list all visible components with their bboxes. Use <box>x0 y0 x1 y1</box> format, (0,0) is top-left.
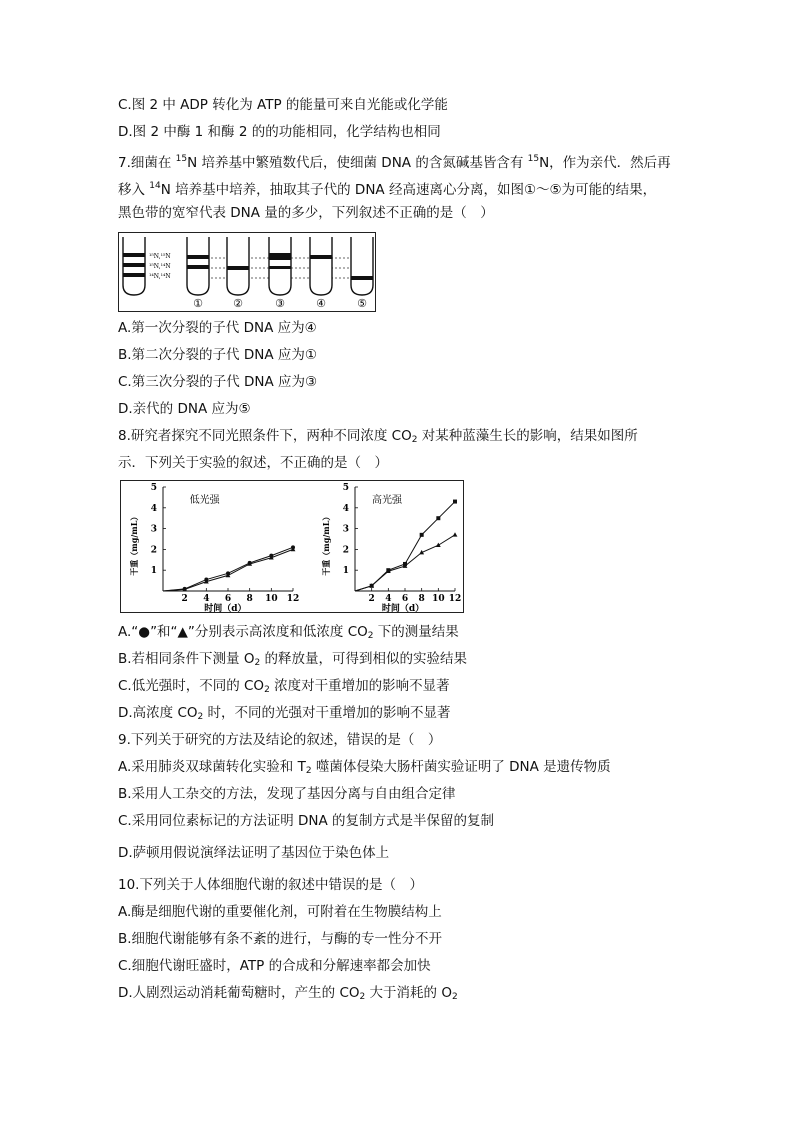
chart1-series-1-line <box>163 547 293 591</box>
q8-stem-line2: 示．下列关于实验的叙述，不正确的是（ ） <box>118 455 388 471</box>
chart2-x-tick-label: 6 <box>401 594 409 604</box>
chart2-x-axis-label: 时间（d） <box>381 604 425 612</box>
q8-option-b: B.若相同条件下测量 $O_2$ 的释放量，可得到相似的实验结果 <box>118 651 468 668</box>
chart1-x-tick-label: 2 <box>181 594 188 604</box>
chart2-x-tick-label: 4 <box>385 594 392 604</box>
band-label-1: ¹⁵N,¹⁵N <box>149 253 171 260</box>
centrifuge-tubes-svg <box>119 233 375 311</box>
chart1-x-tick-label: 12 <box>286 594 300 604</box>
q10-option-b: B.细胞代谢能够有条不紊的进行，与酶的专一性分不开 <box>118 931 443 947</box>
q9-option-c: C.采用同位素标记的方法证明 DNA 的复制方式是半保留的复制 <box>118 813 495 829</box>
q7-stem-line2: 移入 $^{14}$N 培养基中培养，抽取其子代的 DNA 经高速离心分离，如图①～⑤为可能的结果， <box>118 181 657 198</box>
chart1-x-tick-label: 8 <box>246 594 253 604</box>
chart2-y-tick-label: 1 <box>342 566 349 577</box>
q9-option-d: D.萨顿用假说演绎法证明了基因位于染色体上 <box>118 845 390 861</box>
chart1-x-tick-label: 6 <box>224 594 232 604</box>
q8-option-a: A.“●”和“▲”分别表示高浓度和低浓度 $CO_2$ 下的测量结果 <box>118 624 459 641</box>
tube-label-4: ④ <box>316 297 326 310</box>
chart1-x-axis-label: 时间（d） <box>204 604 247 612</box>
q7-stem-line1: 7.细菌在 $^{15}$N 培养基中繁殖数代后，使细菌 DNA 的含氮碱基皆含有 $^{15}$N，作为亲代．然后再 <box>118 154 671 171</box>
q7-option-d: D.亲代的 DNA 应为⑤ <box>118 401 251 417</box>
q7-centrifuge-figure <box>118 232 376 312</box>
chart2-series-2-point <box>453 532 458 536</box>
chart2-series-1-point <box>453 500 457 504</box>
chart2-x-tick-label: 8 <box>418 594 425 604</box>
chart2-title: 高光强 <box>372 495 402 506</box>
tube-4 <box>310 237 332 295</box>
chart2-series-2-point <box>436 543 441 547</box>
chart2-series-1-point <box>420 533 424 537</box>
chart1-y-tick-label: 2 <box>150 545 157 556</box>
chart1-x-tick-label: 10 <box>265 594 278 604</box>
q7-option-b: B.第二次分裂的子代 DNA 应为① <box>118 347 317 363</box>
chart2-y-axis-label: 干重（mg/mL） <box>321 512 331 576</box>
tube-label-3: ③ <box>275 297 285 310</box>
chart1-y-axis-label: 干重（mg/mL） <box>129 512 139 576</box>
tube-1 <box>187 237 209 295</box>
tube-label-2: ② <box>233 297 243 310</box>
q8-option-d: D.高浓度 $CO_2$ 时，不同的光强对干重增加的影响不显著 <box>118 705 451 722</box>
chart2-x-tick-label: 10 <box>432 594 445 604</box>
tube-5 <box>351 237 373 295</box>
chart2-series-1-point <box>436 516 440 520</box>
growth-charts-svg <box>121 481 463 612</box>
q8-charts-figure <box>120 480 464 613</box>
chart2-x-tick-label: 12 <box>448 594 462 604</box>
q6-option-d: D.图 2 中酶 1 和酶 2 的的功能相同，化学结构也相同 <box>118 124 441 140</box>
band-label-2: ¹⁵N,¹⁴N <box>149 263 171 270</box>
q9-option-a: A.采用肺炎双球菌转化实验和 $T_2$ 噬菌体侵染大肠杆菌实验证明了 DNA 是遗传物质 <box>118 759 611 776</box>
chart1-y-tick-label: 4 <box>150 503 157 514</box>
chart2-x-tick-label: 2 <box>368 594 375 604</box>
q9-stem: 9.下列关于研究的方法及结论的叙述，错误的是（ ） <box>118 732 442 748</box>
q7-option-a: A.第一次分裂的子代 DNA 应为④ <box>118 320 317 336</box>
q8-stem-line1: 8.研究者探究不同光照条件下，两种不同浓度 $CO_2$ 对某种蓝藻生长的影响，结果如图所 <box>118 428 638 445</box>
q6-option-c: C.图 2 中 ADP 转化为 ATP 的能量可来自光能或化学能 <box>118 97 448 113</box>
chart1-series-2-line <box>163 549 293 591</box>
q9-option-b: B.采用人工杂交的方法，发现了基因分离与自由组合定律 <box>118 786 456 802</box>
chart1-y-tick-label: 3 <box>150 524 157 535</box>
q10-option-a: A.酶是细胞代谢的重要催化剂，可附着在生物膜结构上 <box>118 904 442 920</box>
chart2-y-tick-label: 2 <box>342 545 349 556</box>
chart1-y-tick-label: 5 <box>150 483 157 493</box>
chart1-y-tick-label: 1 <box>150 566 157 577</box>
q10-option-c: C.细胞代谢旺盛时，ATP 的合成和分解速率都会加快 <box>118 958 431 974</box>
q7-stem-line3: 黑色带的宽窄代表 DNA 量的多少，下列叙述不正确的是（ ） <box>118 205 494 221</box>
q10-option-d: D.人剧烈运动消耗葡萄糖时，产生的 $CO_2$ 大于消耗的 $O_2$ <box>118 985 458 1002</box>
tube-3 <box>269 237 291 295</box>
q10-stem: 10.下列关于人体细胞代谢的叙述中错误的是（ ） <box>118 877 423 893</box>
q7-option-c: C.第三次分裂的子代 DNA 应为③ <box>118 374 318 390</box>
reference-tube <box>123 237 145 295</box>
band-label-3: ¹⁴N,¹⁴N <box>149 273 171 280</box>
tube-label-1: ① <box>193 297 203 310</box>
chart2-y-tick-label: 4 <box>342 503 349 514</box>
chart2-y-tick-label: 5 <box>342 483 349 493</box>
tube-label-5: ⑤ <box>357 297 367 310</box>
chart1-x-tick-label: 4 <box>203 594 210 604</box>
chart2-y-tick-label: 3 <box>342 524 349 535</box>
q8-option-c: C.低光强时，不同的 $CO_2$ 浓度对干重增加的影响不显著 <box>118 678 450 695</box>
tube-2 <box>227 237 249 295</box>
chart1-title: 低光强 <box>189 495 220 506</box>
